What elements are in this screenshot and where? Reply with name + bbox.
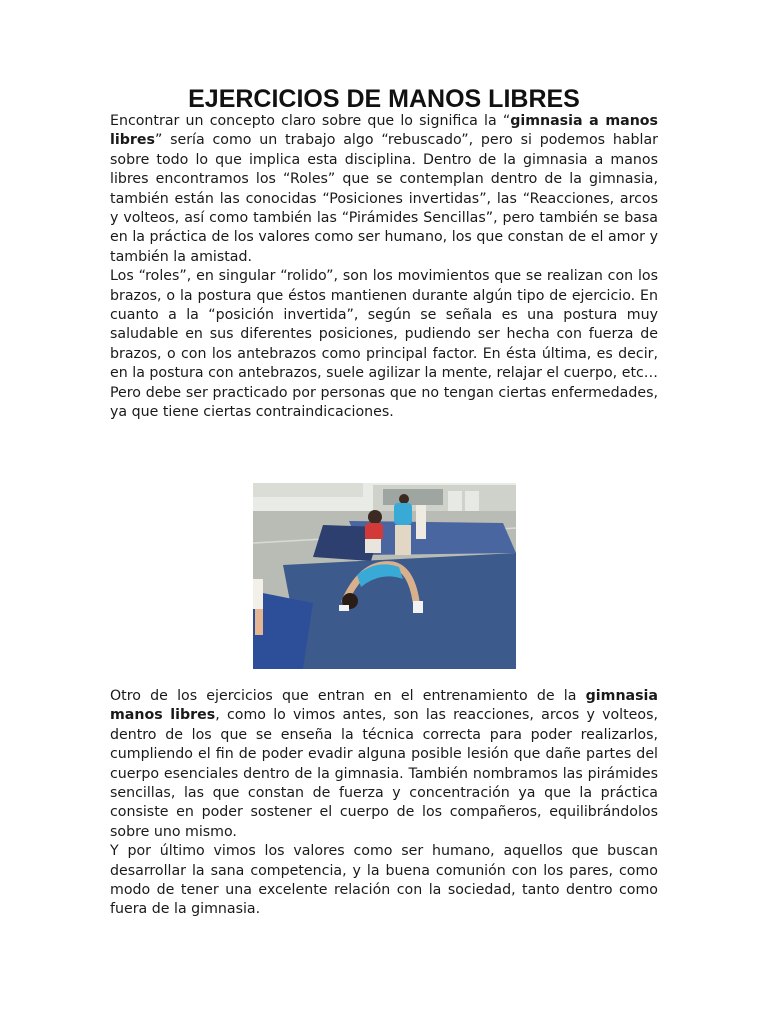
intro-text-start: Encontrar un concepto claro sobre que lo significa la “ <box>110 113 511 129</box>
paragraph-roles: Los “roles”, en singular “rolido”, son los movimientos que se realizan con los brazos, o la postura que éstos mantienen durante algún tipo de ejercicio. En cuanto a la “posición invertida”, según se señala es una postura muy saludable en sus diferentes posiciones, pudiendo ser hecha con fuerza de brazos, o con los antebrazos como principal factor. En ésta última, es decir, en la postura con antebrazos, suele agilizar la mente, relajar el cuerpo, etc… Pero debe ser practicado por personas que no tengan ciertas enfermedades, ya que tiene ciertas contraindicaciones. <box>110 268 658 421</box>
page-title: EJERCICIOS DE MANOS LIBRES <box>188 85 580 113</box>
paragraph-reactions <box>110 687 658 842</box>
reactions-bold-term: gimnasia manos libres <box>110 688 658 724</box>
intro-bold-term: gimnasia a manos libres <box>110 113 658 149</box>
paragraph-intro <box>110 112 658 267</box>
gymnastics-photo <box>253 483 516 669</box>
reactions-text-start: Otro de los ejercicios que entran en el entrenamiento de la <box>110 688 586 704</box>
intro-text-end: ” sería como un trabajo algo “rebuscado”, pero si podemos hablar sobre todo lo que implica esta disciplina. Dentro de la gimnasia a manos libres encontramos los “Roles” que se contemplan dentro de la gimnasia, también están las conocidas “Posiciones invertidas”, las “Reacciones, arcos y volteos, así como también las “Pirámides Sencillas”, pero también se basa en la práctica de los valores como ser humano, los que constan de el amor y también la amistad. <box>110 132 658 265</box>
photo-illustration <box>253 483 516 669</box>
text-block-bottom <box>110 687 658 920</box>
reactions-text-end: , como lo vimos antes, son las reacciones, arcos y volteos, dentro de los que se enseña la técnica correcta para poder realizarlos, cumpliendo el fin de poder evadir alguna posible lesión que dañe partes del cuerpo esenciales dentro de la gimnasia. También nombramos las pirámides sencillas, las que constan de fuerza y concentración ya que la práctica consiste en poder sostener el cuerpo de los compañeros, equilibrándolos sobre uno mismo. <box>110 707 658 840</box>
paragraph-values: Y por último vimos los valores como ser humano, aquellos que buscan desarrollar la sana competencia, y la buena comunión con los pares, como modo de tener una excelente relación con la sociedad, tanto dentro como fuera de la gimnasia. <box>110 843 658 918</box>
text-block-top <box>110 112 658 423</box>
